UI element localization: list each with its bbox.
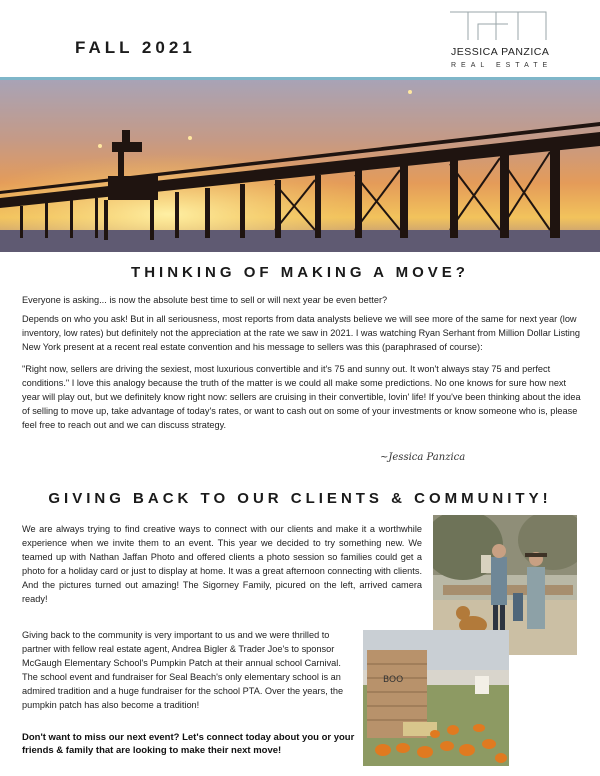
client-event-paragraph: We are always trying to find creative ways to connect with our clients and make it a worthwhile experience when we invite them to an event. This year we decided to try something new. We teamed up with Nathan Jaffan Photo and offered clients a photo session so families could get a photo for a holiday card or just to display at home. It was a great afternoon connecting with clients. And the pictures turned out amazing! The Sigorney Family, picured on the left, arrived camera ready! bbox=[22, 524, 422, 604]
brand-name: JESSICA PANZICA bbox=[451, 46, 550, 58]
intro-question: Everyone is asking... is now the absolute best time to sell or will next year be even better? bbox=[22, 295, 388, 305]
pier-sunset-photo bbox=[0, 80, 600, 252]
signature: ~Jessica Panzica bbox=[380, 452, 466, 463]
brand-subtitle: REAL ESTATE bbox=[451, 62, 553, 69]
newsletter-season-title: FALL 2021 bbox=[75, 38, 196, 57]
boo-sign-text: BOO bbox=[383, 675, 404, 685]
section-heading-move: THINKING OF MAKING A MOVE? bbox=[131, 264, 469, 281]
market-outlook-paragraph: Depends on who you ask! But in all seriousness, most reports from data analysts believe we will see more of the same for next year (low inventory, low rates) but definitely not the appreciation at the rate we saw in 2021. I was watching Ryan Serhant from Million Dollar Listing New York present at a recent real estate convention and his message to sellers was this (paraphrased of course): bbox=[22, 314, 580, 352]
call-to-action: Don't want to miss our next event? Let's connect today about you or your friends & family that are looking to make their next move! bbox=[22, 732, 355, 756]
pumpkin-patch-paragraph: Giving back to the community is very important to us and we were thrilled to partner with fellow real estate agent, Andrea Bigler & Trader Joe's to sponsor McGaugh Elementary School's Pumpkin Patch at their annual school Carnival. The school event and fundraiser for Seal Beach's only elementary school is an admired tradition and a huge fundraiser for the school PTA. Over the years, the pumpkin patch has also become a tradition! bbox=[22, 630, 344, 710]
section-heading-giving-back: GIVING BACK TO OUR CLIENTS & COMMUNITY! bbox=[48, 490, 552, 507]
pumpkin-patch-photo bbox=[363, 630, 509, 766]
real-estate-logo-icon bbox=[448, 10, 558, 70]
seller-analogy-paragraph: "Right now, sellers are driving the sexiest, most luxurious convertible and it's 75 and sunny out. It won't always stay 75 and perfect conditions." I love this analogy because the truth of the matter is we could all make some predictions. No one knows for sure how next year will play out, but we definitely know right now: sellers are cruising in their convertible, lovin' life! If you've been thinking about the idea of selling to move up, take advantage of today's rates, or want to cash out on some of your investments or know someone who is, please feel free to reach out and we can discuss strategy. bbox=[22, 364, 581, 430]
